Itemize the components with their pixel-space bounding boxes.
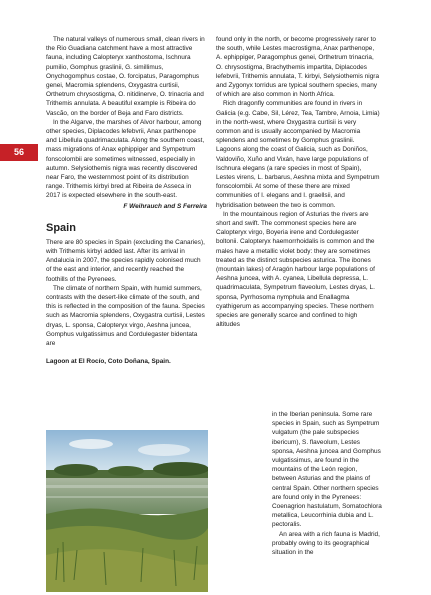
right-column	[216, 35, 380, 330]
author-signature: F Weihrauch and S Ferreira	[123, 202, 207, 210]
paragraph-guadiana: The natural valleys of numerous small, clean rivers in the Rio Guadiana catchment have a most attractive fauna, including Calopteryx xanthostoma, Ischnura pumilio, Gomphus graslinii, G. simillimus, Onychogomphus costae, O. forcipatus, Paragomphus genei, Macromia splendens, Oxygastra curtisii, Orthetrum chrysostigma, O. nitidinerve, O. trinacria and Trithemis annulata. A beautiful example is Ribeira do Vascão, on the border of Beja and Faro districts.	[46, 36, 205, 117]
photo-caption: Lagoon at El Rocío, Coto Doñana, Spain.	[46, 358, 171, 366]
right-column-wrap	[272, 410, 382, 557]
left-column	[46, 35, 207, 367]
page-number-tab: 56	[0, 144, 38, 161]
paragraph-spain-species: There are 80 species in Spain (excluding the Canaries), with Trithemis kirbyi added last. After its arrival in Andalucia in 2007, the species rapidly colonised much of the east and interior, and recently reached the foothills of the Pyrenees.	[46, 238, 205, 283]
section-heading-spain: Spain	[46, 221, 76, 234]
paragraph-madrid: An area with a rich fauna is Madrid, probably owing to its geographical situation in the	[272, 530, 380, 557]
paragraph-algarve: In the Algarve, the marshes of Alvor harbour, among other species, Diplacodes lefebvrii, Anax parthenope and Libellula quadrimaculata. Along the southern coast, mass migrations of Anax ephippiger and Sympetrum fonscolombii are sometimes witnessed, especially in autumn. Selysiothemis nigra was recently discovered near Faro, the westernmost point of its distribution range. Trithemis kirbyi bred at Ribeira de Asseca in 2017 is expected elsewhere in the south-east.	[46, 118, 205, 200]
paragraph-north-south: found only in the north, or become progressively rarer to the south, while Lestes macrostigma, Anax parthenope, A. ephippiger, Paragomphus genei, Orthetrum trinacria, O. chrysostigma, Brachythemis impartita, Diplacodes lefebvrii, Trithemis annulata, T. kirbyi, Selysiothemis nigra and Zygonyx torridus are typical southern species, many of which are also common in North Africa.	[216, 36, 380, 99]
paragraph-leon: in the Iberian peninsula. Some rare species in Spain, such as Sympetrum vulgatum (the pale subspecies ibericum), S. flaveolum, Lestes sponsa, Aeshna juncea and Gomphus vulgatissimus, are found in the mountains of the León region, between Asturias and the plains of central Spain. Other northern species are found only in the Pyrenees: Coenagrion hastulatum, Somatochlora metallica, Leucorrhinia dubia and L. pectoralis.	[272, 411, 382, 529]
paragraph-climate: The climate of northern Spain, with humid summers, contrasts with the desert-like climate of the south, and this is reflected in the composition of the fauna. Species such as Macromia splendens, Oxygastra curtisii, Lestes dryas, L. sponsa, Calopteryx virgo, Aeshna juncea, Gomphus vulgatissimus and Cordulegaster bidentata are	[46, 284, 205, 348]
lagoon-photo	[46, 430, 208, 592]
paragraph-asturias: In the mountainous region of Asturias the rivers are short and swift. The commonest species here are Calopteryx virgo, Boyeria irene and Cordulegaster boltonii. Calopteryx haemorrhoidalis is common and the males have a metallic violet body: they are sometimes treated as the distinct subspecies asturica. The ibones (mountain lakes) of Aragón harbour large populations of Aeshna juncea, with A. cyanea, Libellula depressa, L. quadrimaculata, Sympetrum flaveolum, Lestes dryas, L. sponsa, Pyrrhosoma nymphula and Enallagma cyathigerum as accompanying species. These northern species are generally scarce and confined to high altitudes	[216, 210, 375, 329]
paragraph-galicia: Rich dragonfly communities are found in rivers in Galicia (e.g. Cabe, Sil, Lérez, Tea, Tambre, Arnoia, Limia) in the north-west, where Oxygastra curtisii is very common and is usually accompanied by Macromia splendens and sometimes by Gomphus graslinii. Lagoons along the coast of Galicia, such as Doniños, Valdoviño, Xuño and Vixán, have large populations of Ischnura elegans (a rare species in most of Spain), Lestes virens, L. barbarus, Aeshna mixta and Sympetrum fonscolombii. At some of these there are mixed communities of I. elegans and I. graellsii, and hybridisation between the two is common.	[216, 100, 380, 209]
